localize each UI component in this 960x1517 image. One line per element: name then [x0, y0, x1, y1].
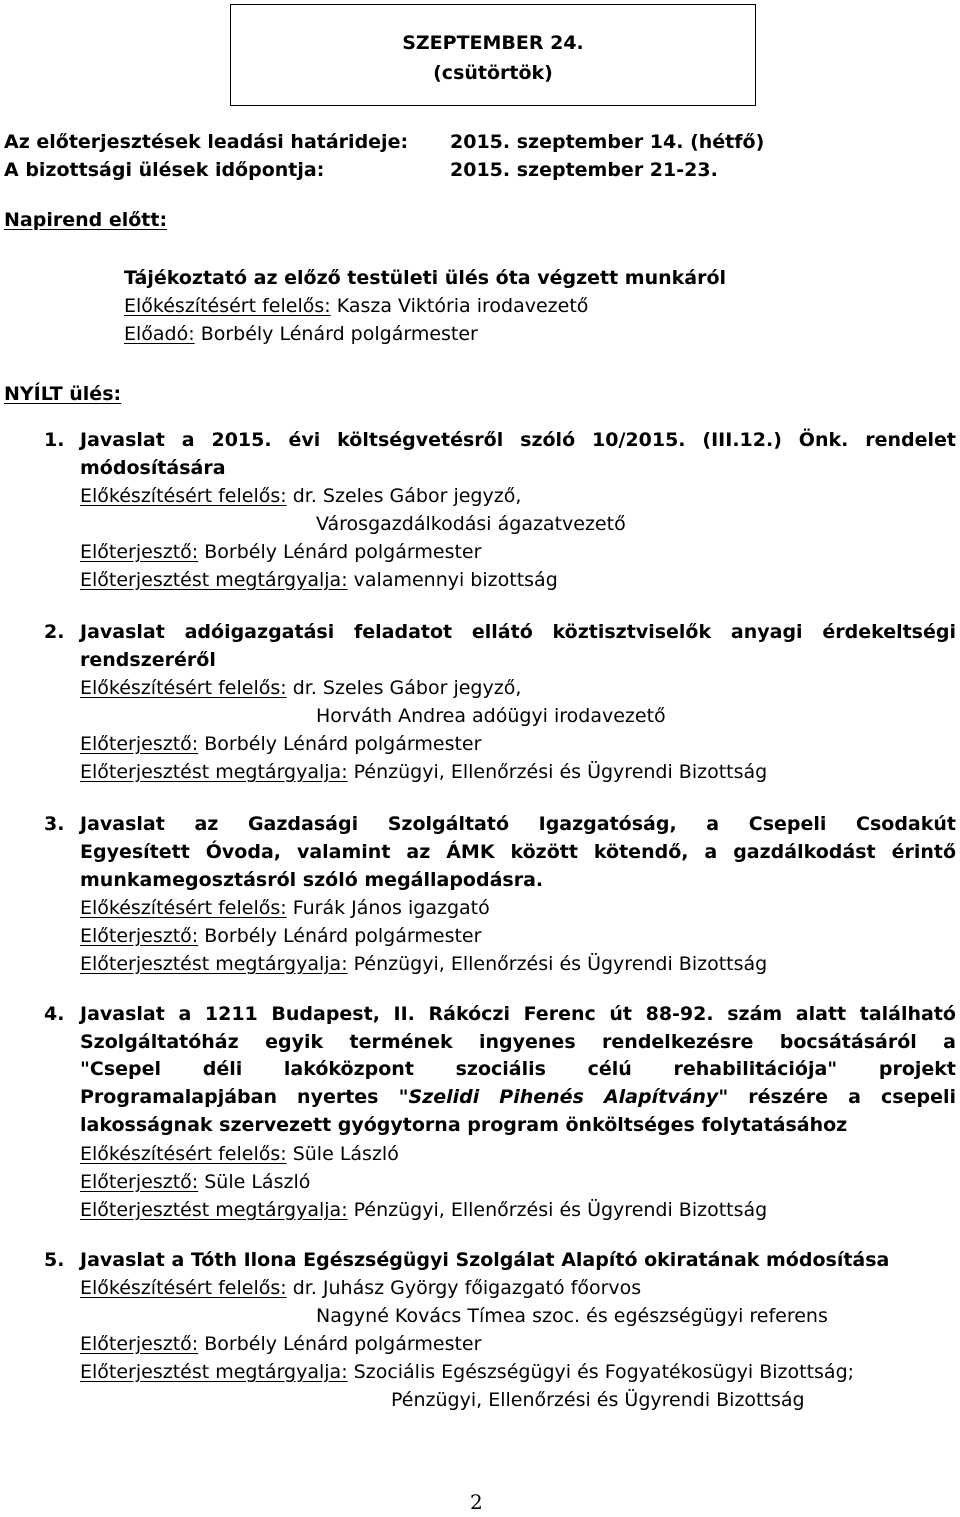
page-number: 2	[470, 1490, 483, 1514]
open-session-heading: NYÍLT ülés:	[4, 383, 122, 405]
item-proposer	[80, 922, 481, 950]
foundation-name: Szelidi Pihenés Alapítvány	[408, 1086, 719, 1108]
responsible-label: Előkészítésért felelős:	[80, 1143, 287, 1165]
committee-label: Előterjesztést megtárgyalja:	[80, 569, 348, 591]
item-proposer	[80, 1168, 310, 1196]
responsible-value: dr. Szeles Gábor jegyző,	[292, 677, 522, 699]
responsible-value: dr. Juhász György főigazgató főorvos	[292, 1277, 642, 1299]
item-committee	[80, 950, 767, 978]
item-proposer	[80, 538, 481, 566]
item-proposer	[80, 1330, 481, 1358]
item-proposer	[80, 730, 481, 758]
item-title-line: Szolgáltatóház egyik termének ingyenes rendelkezésre bocsátásáról a	[80, 1031, 956, 1053]
title-text: " részére a csepeli	[718, 1086, 956, 1108]
committee-value: Pénzügyi, Ellenőrzési és Ügyrendi Bizottság	[353, 761, 768, 783]
item-responsible	[80, 894, 490, 922]
presenter-value: Borbély Lénárd polgármester	[200, 323, 478, 345]
item-committee	[80, 758, 767, 786]
committee-value: Pénzügyi, Ellenőrzési és Ügyrendi Bizottság	[353, 953, 768, 975]
item-committee-extra: Pénzügyi, Ellenőrzési és Ügyrendi Bizottság	[391, 1389, 805, 1411]
item-committee	[80, 1196, 767, 1224]
item-title-line	[80, 1083, 956, 1111]
committee-value: valamennyi bizottság	[353, 569, 558, 591]
item-number: 4.	[44, 1003, 65, 1025]
item-title-line: Javaslat a Tóth Ilona Egészségügyi Szolgálat Alapító okiratának módosítása	[80, 1249, 890, 1271]
responsible-label: Előkészítésért felelős:	[124, 295, 331, 317]
submission-deadline-value: 2015. szeptember 14. (hétfő)	[450, 131, 765, 153]
proposer-label: Előterjesztő:	[80, 1333, 199, 1355]
before-agenda-responsible	[124, 292, 588, 320]
meeting-weekday: (csütörtök)	[433, 62, 553, 84]
responsible-value: Kasza Viktória irodavezető	[336, 295, 589, 317]
item-responsible-extra: Városgazdálkodási ágazatvezető	[316, 513, 626, 535]
proposer-value: Borbély Lénárd polgármester	[204, 733, 482, 755]
responsible-label: Előkészítésért felelős:	[80, 677, 287, 699]
item-title-line: módosítására	[80, 457, 226, 479]
item-number: 3.	[44, 813, 65, 835]
committee-value: Szociális Egészségügyi és Fogyatékosügyi Bizottság;	[353, 1361, 855, 1383]
item-responsible-extra: Horváth Andrea adóügyi irodavezető	[316, 705, 666, 727]
committee-label: Előterjesztést megtárgyalja:	[80, 953, 348, 975]
item-responsible-extra: Nagyné Kovács Tímea szoc. és egészségügyi referens	[316, 1305, 828, 1327]
item-number: 1.	[44, 429, 65, 451]
committee-date-value: 2015. szeptember 21-23.	[450, 159, 718, 181]
item-committee	[80, 566, 558, 594]
proposer-label: Előterjesztő:	[80, 541, 199, 563]
responsible-value: Furák János igazgató	[292, 897, 490, 919]
item-responsible	[80, 674, 521, 702]
before-agenda-heading: Napirend előtt:	[4, 209, 168, 231]
responsible-value: dr. Szeles Gábor jegyző,	[292, 485, 522, 507]
responsible-label: Előkészítésért felelős:	[80, 897, 287, 919]
item-responsible	[80, 1274, 641, 1302]
presenter-label: Előadó:	[124, 323, 195, 345]
item-title-line: lakosságnak szervezett gyógytorna program önköltséges folytatásához	[80, 1114, 848, 1136]
item-title-line: rendszeréről	[80, 649, 216, 671]
proposer-label: Előterjesztő:	[80, 733, 199, 755]
item-title-line: "Csepel déli lakóközpont szociális célú rehabilitációja" projekt	[80, 1058, 956, 1080]
responsible-value: Süle László	[292, 1143, 399, 1165]
item-title-line: Javaslat adóigazgatási feladatot ellátó köztisztviselők anyagi érdekeltségi	[80, 621, 956, 643]
meeting-date: SZEPTEMBER 24.	[402, 32, 584, 54]
before-agenda-presenter	[124, 320, 478, 348]
proposer-value: Borbély Lénárd polgármester	[204, 1333, 482, 1355]
item-responsible	[80, 1140, 399, 1168]
title-text: Programalapjában nyertes "	[80, 1086, 409, 1108]
committee-value: Pénzügyi, Ellenőrzési és Ügyrendi Bizottság	[353, 1199, 768, 1221]
proposer-value: Süle László	[204, 1171, 311, 1193]
item-title-line: Javaslat a 1211 Budapest, II. Rákóczi Ferenc út 88-92. szám alatt található	[80, 1003, 956, 1025]
proposer-value: Borbély Lénárd polgármester	[204, 541, 482, 563]
item-title-line: Egyesített Óvoda, valamint az ÁMK között kötendő, a gazdálkodást érintő	[80, 841, 956, 863]
committee-date-label: A bizottsági ülések időpontja:	[4, 159, 325, 181]
proposer-label: Előterjesztő:	[80, 925, 199, 947]
item-title-line: Javaslat a 2015. évi költségvetésről szóló 10/2015. (III.12.) Önk. rendelet	[80, 429, 956, 451]
item-title-line: munkamegosztásról szóló megállapodásra.	[80, 869, 544, 891]
committee-label: Előterjesztést megtárgyalja:	[80, 1199, 348, 1221]
proposer-label: Előterjesztő:	[80, 1171, 199, 1193]
item-responsible	[80, 482, 521, 510]
submission-deadline-label: Az előterjesztések leadási határideje:	[4, 131, 409, 153]
responsible-label: Előkészítésért felelős:	[80, 1277, 287, 1299]
responsible-label: Előkészítésért felelős:	[80, 485, 287, 507]
date-box	[230, 4, 756, 106]
committee-label: Előterjesztést megtárgyalja:	[80, 761, 348, 783]
proposer-value: Borbély Lénárd polgármester	[204, 925, 482, 947]
item-committee	[80, 1358, 854, 1386]
item-number: 2.	[44, 621, 65, 643]
before-agenda-title: Tájékoztató az előző testületi ülés óta végzett munkáról	[124, 267, 727, 289]
committee-label: Előterjesztést megtárgyalja:	[80, 1361, 348, 1383]
item-number: 5.	[44, 1249, 65, 1271]
item-title-line: Javaslat az Gazdasági Szolgáltató Igazgatóság, a Csepeli Csodakút	[80, 813, 956, 835]
